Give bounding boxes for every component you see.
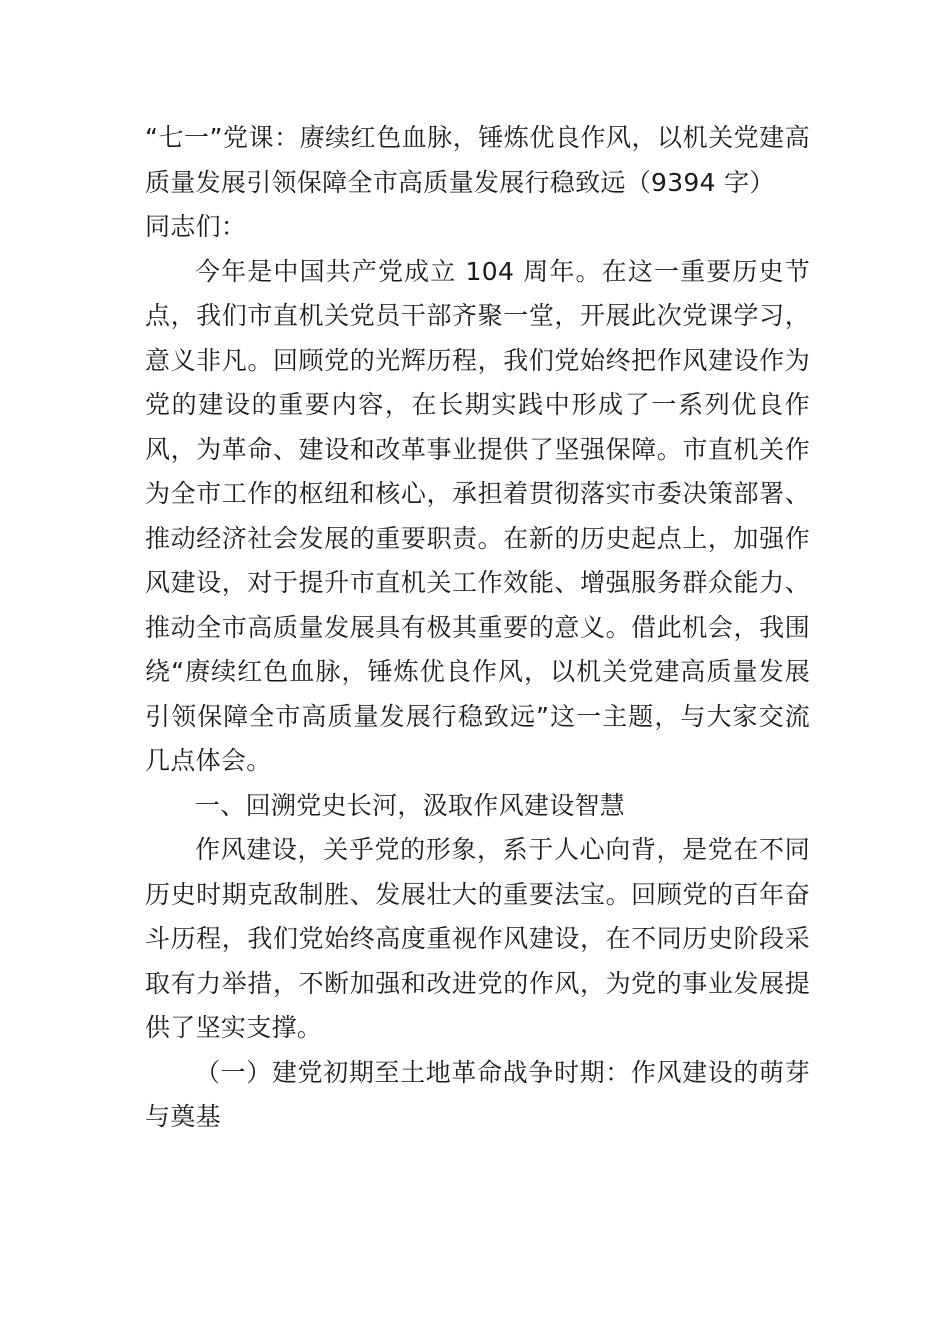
document-title: “七一”党课：赓续红色血脉，锤炼优良作风，以机关党建高质量发展引领保障全市高质量发展行稳致远（9394 字） bbox=[145, 123, 810, 197]
body-paragraph: 作风建设，关乎党的形象，系于人心向背，是党在不同历史时期克敌制胜、发展壮大的重要法宝。回顾党的百年奋斗历程，我们党始终高度重视作风建设，在不同历史阶段采取有力举措，不断加强和改进党的作风，为党的事业发展提供了坚实支撑。 bbox=[145, 835, 810, 1042]
body-paragraph: 今年是中国共产党成立 104 周年。在这一重要历史节点，我们市直机关党员干部齐聚一堂，开展此次党课学习，意义非凡。回顾党的光辉历程，我们党始终把作风建设作为党的建设的重要内容，在长期实践中形成了一系列优良作风，为革命、建设和改革事业提供了坚强保障。市直机关作为全市工作的枢纽和核心，承担着贯彻落实市委决策部署、推动经济社会发展的重要职责。在新的历史起点上，加强作风建设，对于提升市直机关工作效能、增强服务群众能力、推动全市高质量发展具有极其重要的意义。借此机会，我围绕“赓续红色血脉，锤炼优良作风，以机关党建高质量发展引领保障全市高质量发展行稳致远”这一主题，与大家交流几点体会。 bbox=[145, 256, 810, 775]
document-body bbox=[145, 116, 810, 1140]
salutation: 同志们： bbox=[145, 212, 247, 241]
subsection-heading: （一）建党初期至土地革命战争时期：作风建设的萌芽与奠基 bbox=[145, 1057, 810, 1131]
section-heading: 一、回溯党史长河，汲取作风建设智慧 bbox=[195, 790, 626, 820]
